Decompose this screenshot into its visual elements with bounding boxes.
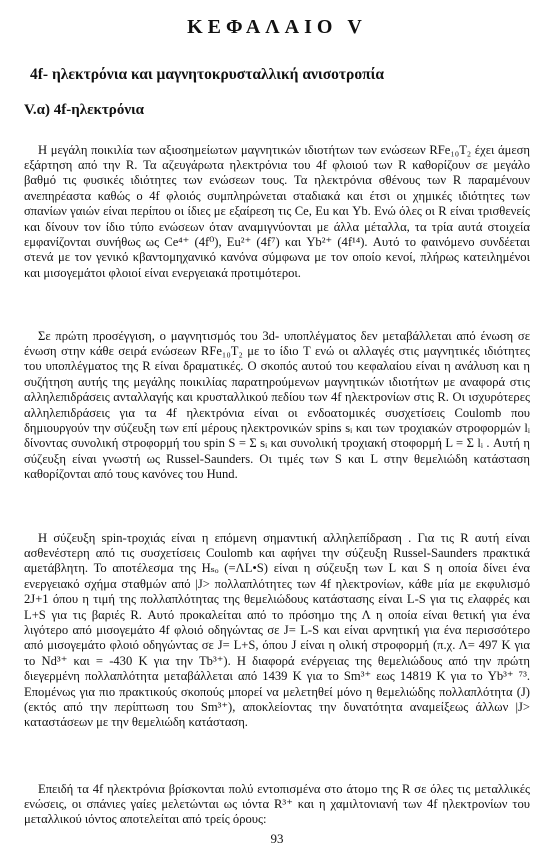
- paragraph-spin-orbit-coupling: Η σύζευξη spin-τροχιάς είναι η επόμενη σημαντική αλληλεπίδραση . Για τις R αυτή είναι ασθενέστερη από τις συσχετίσεις Coulomb και αφήνει την σύζευξη Russel-Saunders πρακτικά αμετάβλητη. Το αποτέλεσμα της Hₛₒ (=ΛL•S) είναι η σύζευξη των L και S η οποία δίνει ένα ενεργειακό σχήμα σταθμών από |J> πολλαπλότητες των 4f ηλεκτρονίων, κάθε μία με εκφυλισμό 2J+1 όπου η τιμή της πολλαπλότητας της θεμελιώδους κατάστασης είναι L-S για τις ελαφρές και L+S για τις βαριές R. Αυτό προκαλείται από το πρόσημο της Λ η οποία είναι θετική για ένα λιγότερο από μισογεμάτο 4f φλοιό οδηγώντας σε J= L-S και είναι αρνητική για ένα περισσότερο από μισογεμάτο φλοιό οδηγώντας σε J= L+S, όπου J είναι η ολική στροφορμή (π.χ. Λ= 497 K για το Nd³⁺ και = -430 K για την Tb³⁺). Η διαφορά ενέργειας της θεμελιώδους από την πρώτη διεγερμένη πολλαπλότητα μεταβάλλεται από 1439 K για το Sm³⁺ εως 14819 K για το Yb³⁺ ⁷³. Επομένως για πιο πρακτικούς σκοπούς μπορεί να μελετηθεί μόνο η θεμελιώδης πολλαπλότητα (J) (εκτός από την περίπτωση του Sm³⁺), αποκλείοντας την δυνατότητα αναμείξεως άλλων |J> καταστάσεων με την θεμελιώδη κατάσταση.: [24, 530, 530, 730]
- paragraph-magnetism-sublattice: Σε πρώτη προσέγγιση, ο μαγνητισμός του 3d- υποπλέγματος δεν μεταβάλλεται από ένωση σε ένωση στην κάθε σειρά ενώσεων RFe₁₀T₂ με το ίδιο T ενώ οι αλλαγές στις μαγνητικές ιδιότητες του υποπλέγματος της R είναι δραματικές. Ο σκοπός αυτού του κεφαλαίου είναι η ανάλυση και η συζήτηση αυτής της μεγάλης ποικιλίας παρατηρούμενων μαγνητικών ιδιοτήτων με αναφορά στις αλληλεπιδράσεις ανταλλαγής και κρυσταλλικού πεδίου των 4f ηλεκτρονίων στις R. Οι ισχυρότερες αλληλεπιδράσεις για τα 4f ηλεκτρόνια είναι οι ενδοατομικές συσχετίσεις Coulomb που δημιουργούν την σύζευξη των επί μέρους ηλεκτρονικών spins sᵢ και των τροχιακών στροφορμών lᵢ δίνοντας συνολική στροφορμή του spin S = Σ sᵢ και συνολική τροχιακή στοφορμή L = Σ lᵢ . Αυτή η σύζευξη είναι γνωστή ως Russel-Saunders. Οι τιμές των S και L στην θεμελιώδη κατάσταση καθορίζονται από τους κανόνες του Hund.: [24, 328, 530, 482]
- chapter-title: ΚΕΦΑΛΑΙΟ V: [187, 16, 367, 38]
- paragraph-hamiltonian-intro: Επειδή τα 4f ηλεκτρόνια βρίσκονται πολύ εντοπισμένα στο άτομο της R σε όλες τις μεταλλικές ενώσεις, οι σπάνιες γαίες μελετώνται ως ιόντα R³⁺ και η χαμιλτονιανή των 4f ηλεκτρονίων του μεταλλικού ιόντος αποτελείται από τρείς όρους:: [24, 781, 530, 827]
- section-title: 4f- ηλεκτρόνια και μαγνητοκρυσταλλική ανισοτροπία: [30, 66, 385, 83]
- paragraph-4f-electrons-intro: Η μεγάλη ποικιλία των αξιοσημείωτων μαγνητικών ιδιοτήτων των ενώσεων RFe₁₀T₂ έχει άμεση εξάρτηση από την R. Τα αζευγάρωτα ηλεκτρόνια του 4f φλοιού των R καθορίζουν σε μεγάλο βαθμό τις φυσικές ιδιότητες των ενώσεων τους. Τα ηλεκτρόνια σθένους των R παραμένουν ανεπηρέαστα καθώς ο 4f φλοιός συμπληρώνεται σταδιακά και έτσι οι χημικές ιδιότητες των σπανίων γαιών είναι περίπου οι ίδιες με εξαίρεση τις Ce, Eu και Yb. Ενώ όλες οι R είναι τρισθενείς και δίνουν τον ίδιο τύπο ενώσεων όταν αναμιγνύονται με άλλα μέταλλα, τα τρία αυτά στοιχεία εμφανίζονται συνήθως ως Ce⁴⁺ (4f⁰), Eu²⁺ (4f⁷) και Yb²⁺ (4f¹⁴). Αυτό το φαινόμενο συνδέεται στενά με τον γενικό κβαντομηχανικό κανόνα σύμφωνα με τον οποίο κενοί, πλήρως κατειλημένοι και μισογεμάτοι φλοιοί είναι ενεργειακά προτιμότεροι.: [24, 142, 530, 280]
- subsection-title: V.α) 4f-ηλεκτρόνια: [24, 102, 145, 118]
- page-number: 93: [270, 831, 284, 846]
